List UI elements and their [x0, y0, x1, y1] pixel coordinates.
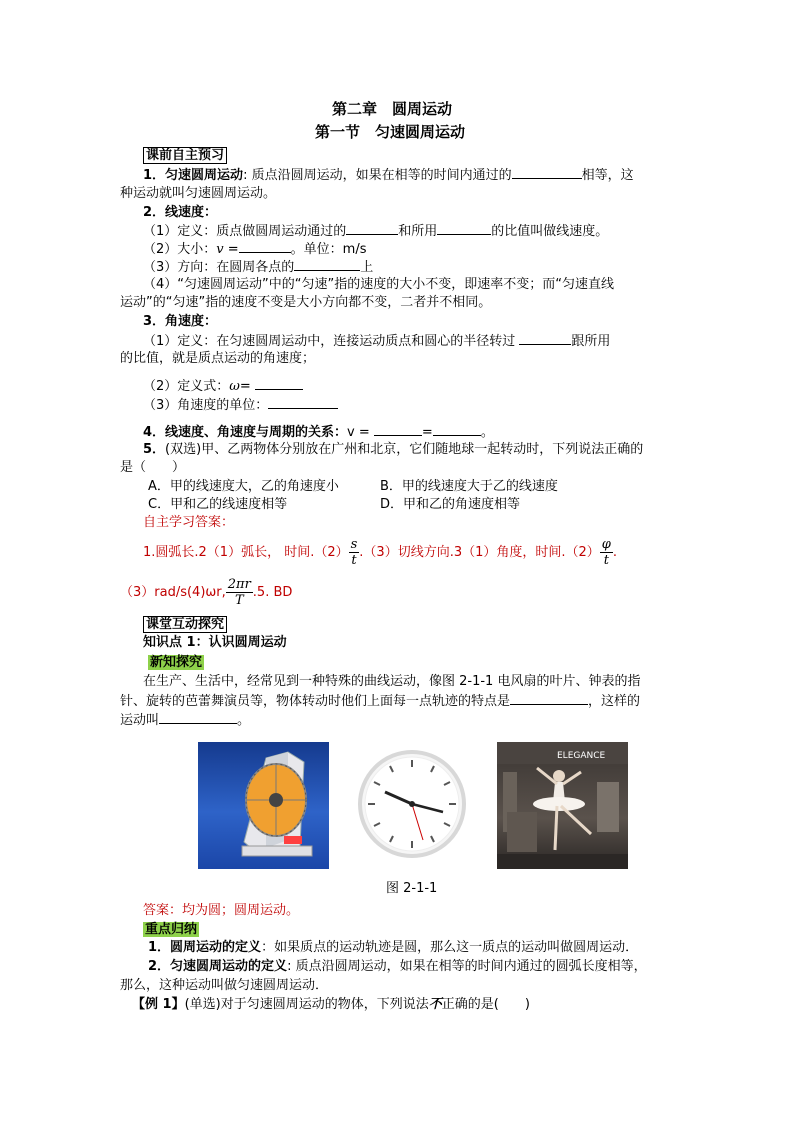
- q5-option-c: C．甲和乙的线速度相等: [148, 497, 288, 512]
- preview-tag: 课前自主预习: [143, 147, 227, 164]
- key-point-2-line2: 那么，这种运动叫做匀速圆周运动．: [120, 978, 329, 993]
- classroom-tag: 课堂互动探究: [143, 616, 227, 633]
- q2-2: （2）大小：v = 。单位：m/s: [143, 242, 367, 257]
- key-summary-tag: 重点归纳: [145, 922, 198, 937]
- q3-1: （1）定义：在匀速圆周运动中，连接运动质点和圆心的半径转过 跟所用: [143, 334, 611, 349]
- fan-image: [198, 742, 329, 869]
- ballerina-image: [497, 742, 628, 869]
- knowledge-point-1: 知识点 1：认识圆周运动: [143, 635, 287, 650]
- q5-option-d: D．甲和乙的角速度相等: [380, 497, 521, 512]
- q5-option-b: B．甲的线速度大于乙的线速度: [380, 479, 558, 494]
- intro-line3: 运动叫 。: [120, 713, 251, 728]
- q1-line1: 1．匀速圆周运动: 质点沿圆周运动，如果在相等的时间内通过的 相等，这: [143, 168, 634, 183]
- q1-line2: 种运动就叫匀速圆周运动。: [120, 186, 277, 201]
- q5-line2: 是（ ）: [120, 460, 186, 475]
- q2-4-line1: （4）“匀速圆周运动”中的“匀速”指的速度的大小不变，即速率不变；而“匀速直线: [143, 277, 614, 292]
- q1-blank: [512, 166, 582, 179]
- q2-heading: 2．线速度：: [143, 205, 218, 220]
- intro-line1: 在生产、生活中，经常见到一种特殊的曲线运动，像图 2-1-1 电风扇的叶片、钟表的指: [143, 674, 641, 689]
- poster-text: ELEGANCE: [557, 751, 606, 761]
- q3-1-line2: 的比值，就是质点运动的角速度；: [120, 351, 316, 366]
- q5-option-a: A．甲的线速度大，乙的角速度小: [148, 479, 339, 494]
- new-knowledge-tag: 新知探究: [150, 655, 203, 670]
- answer-line1: 1.圆弧长.2（1）弧长， 时间.（2） $\frac{s}{t}$ .（3）切线方向.3（1）角度，时间.（2） $\frac{\varphi}{t}$ .: [143, 537, 618, 568]
- chapter-title: 第二章 圆周运动: [332, 100, 453, 118]
- q4: 4．线速度、角速度与周期的关系：v = = 。: [143, 425, 494, 440]
- figure-caption: 图 2-1-1: [386, 881, 438, 896]
- q3-3: （3）角速度的单位：: [143, 396, 338, 415]
- q3-2: （2）定义式：ω=: [143, 377, 303, 396]
- q5-line1: 5．(双选)甲、乙两物体分别放在广州和北京，它们随地球一起转动时，下列说法正确的: [143, 442, 644, 457]
- q2-1: （1）定义：质点做圆周运动通过的 和所用 的比值叫做线速度。: [143, 224, 609, 239]
- example-1: 【例 1】(单选)对于匀速圆周运动的物体，下列说法不正确的是( ): [132, 997, 530, 1012]
- answer-label: 自主学习答案：: [143, 515, 235, 530]
- answer-line2: （3）rad/s(4)ωr, $\frac{2\pi r}{T}$ .5. BD: [120, 577, 293, 608]
- key-point-2: 2．匀速圆周运动的定义: 质点沿圆周运动，如果在相等的时间内通过的圆弧长度相等，: [148, 959, 647, 974]
- q2-4-line2: 运动”的“匀速”指的速度不变是大小方向都不变，二者并不相同。: [120, 295, 492, 310]
- figure-answer: 答案：均为圆；圆周运动。: [143, 903, 300, 918]
- section-title: 第一节 匀速圆周运动: [315, 123, 466, 141]
- q2-3: （3）方向：在圆周各点的 上: [143, 260, 374, 275]
- clock-image: [355, 742, 470, 869]
- key-point-1: 1．圆周运动的定义：如果质点的运动轨迹是圆，那么这一质点的运动叫做圆周运动．: [148, 940, 639, 955]
- q3-heading: 3．角速度：: [143, 314, 218, 329]
- intro-line2: 针、旋转的芭蕾舞演员等，物体转动时他们上面每一点轨迹的特点是 ，这样的: [120, 694, 641, 709]
